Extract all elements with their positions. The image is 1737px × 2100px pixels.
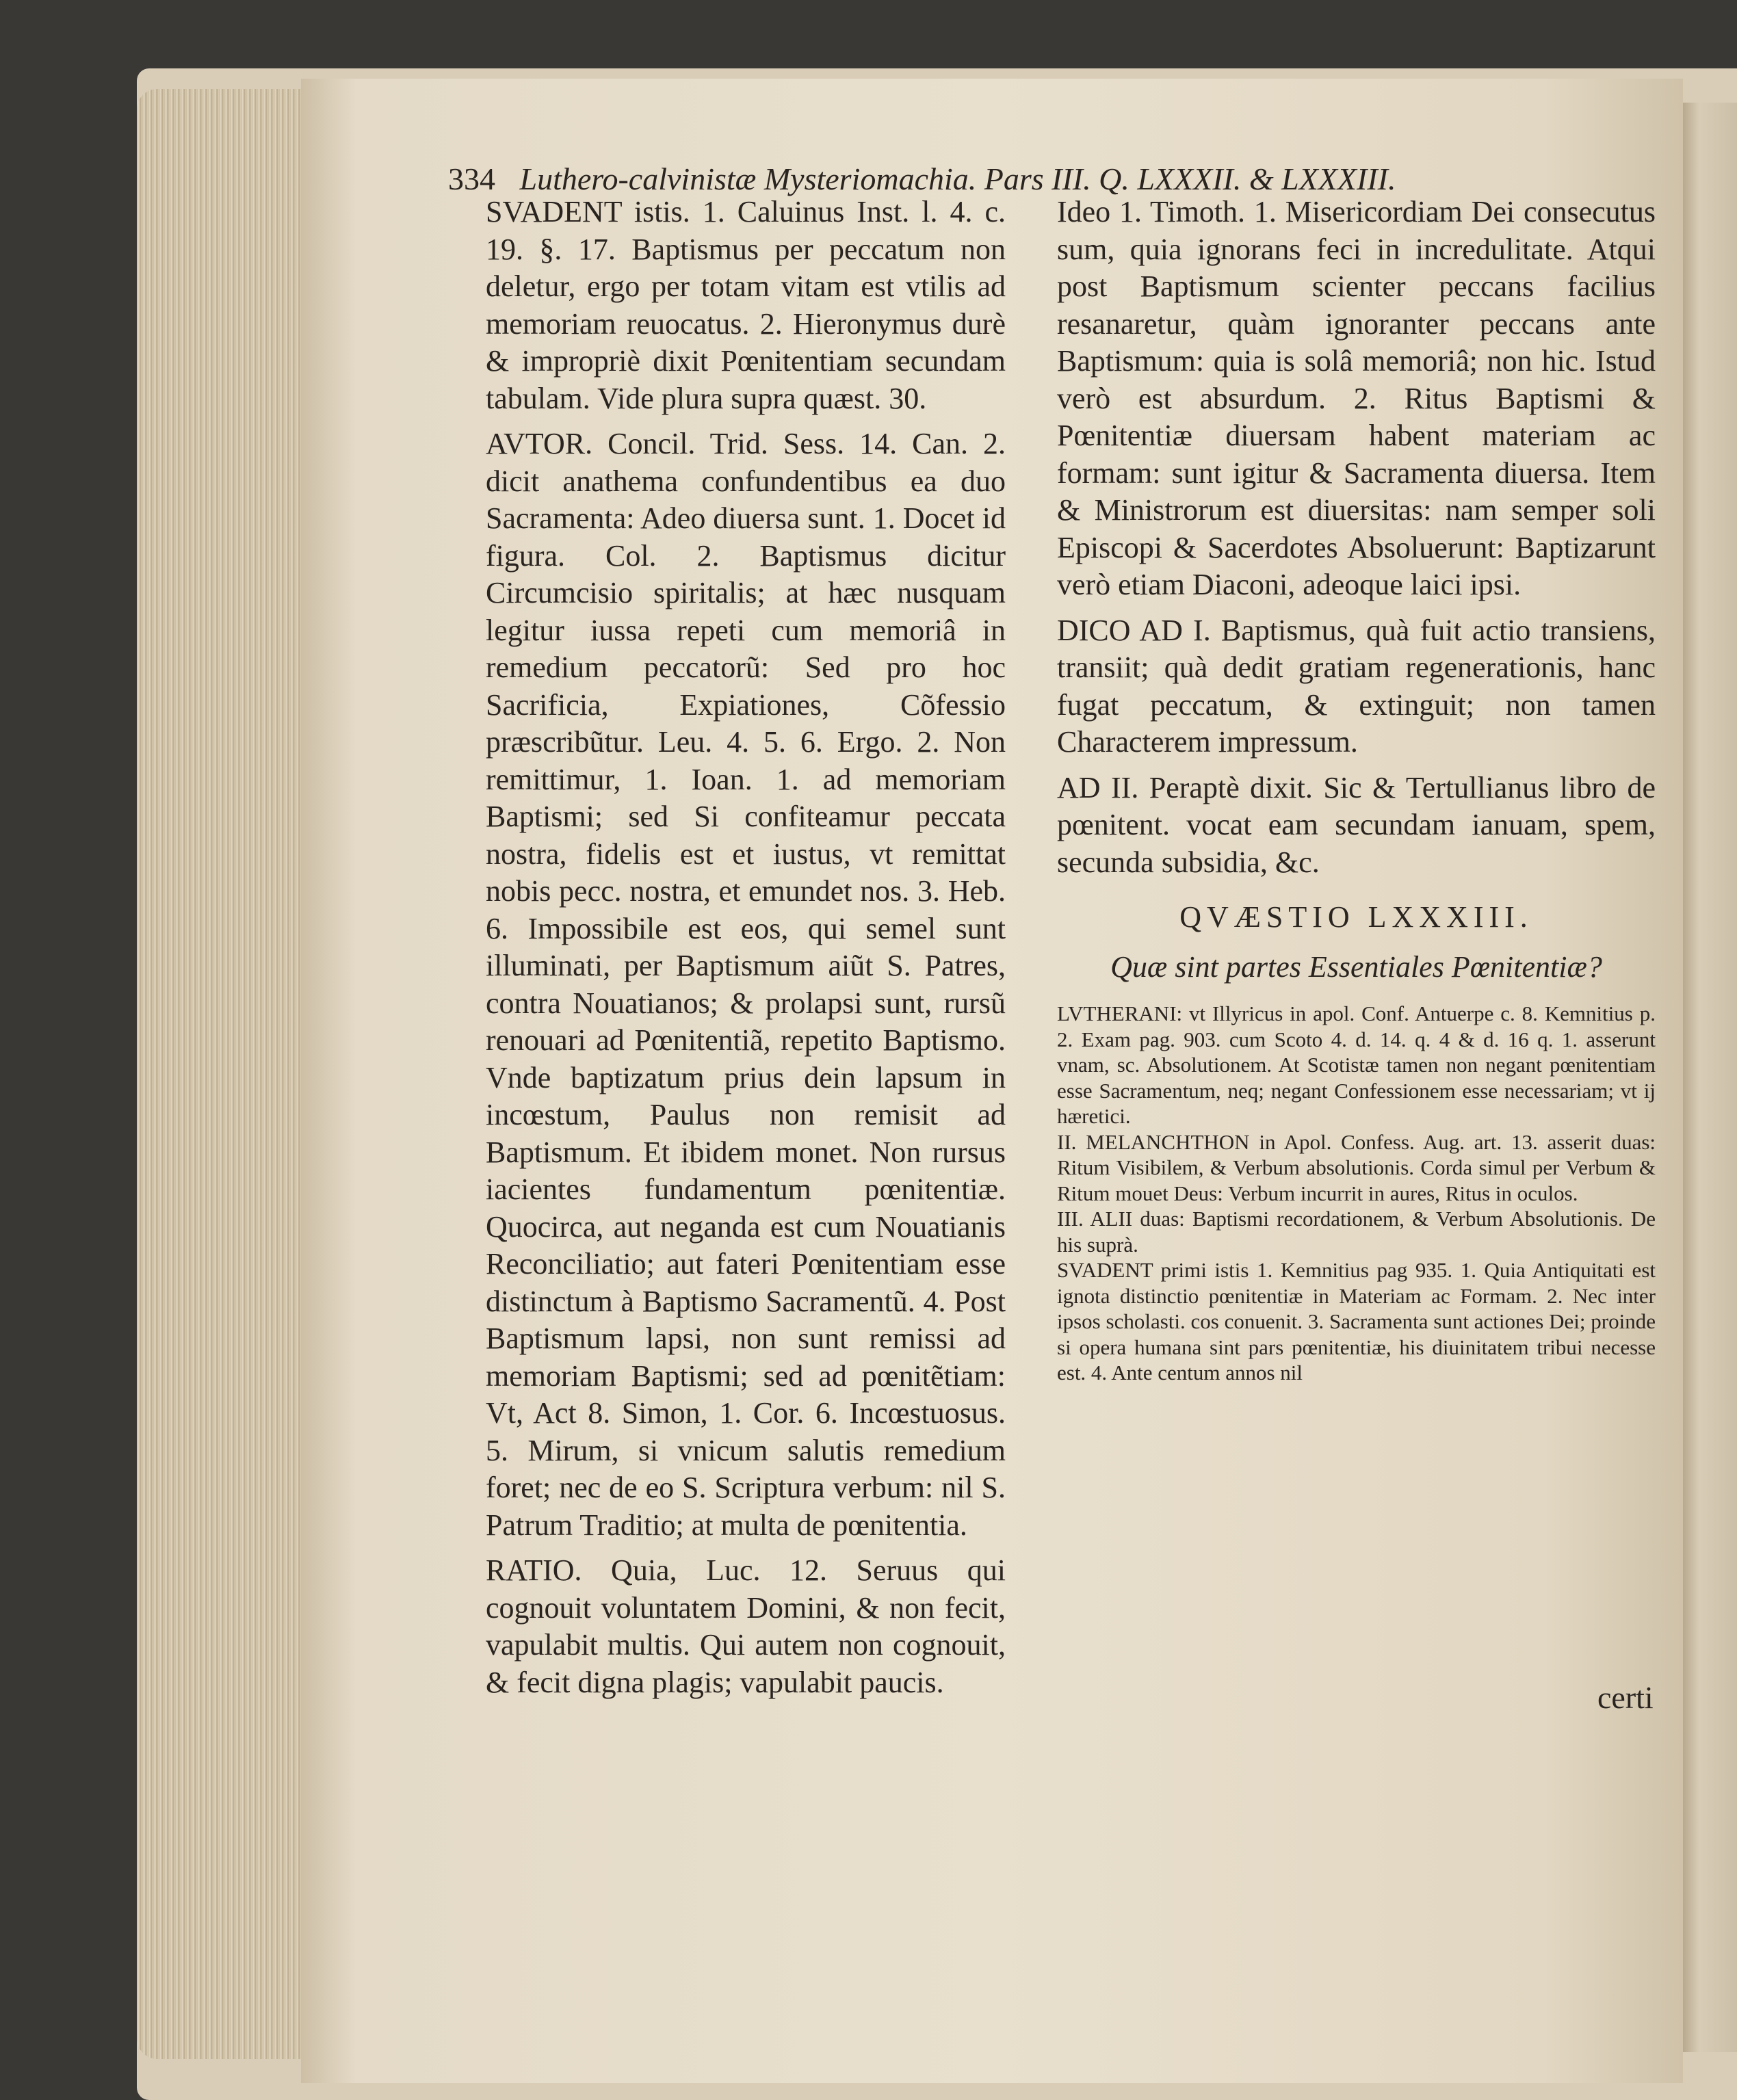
left-column bbox=[486, 194, 1006, 1701]
facing-page-edge bbox=[1683, 103, 1737, 2052]
page-number: 334 bbox=[448, 161, 495, 196]
question-subtitle: Quæ sint partes Essentiales Pœnitentiæ? bbox=[1110, 949, 1602, 984]
question-title: QVÆSTIO LXXXIII. bbox=[1179, 900, 1533, 934]
paragraph-alii: III. ALII duas: Baptismi recordationem, & Verbum Absolutionis. De his suprà. bbox=[1057, 1207, 1656, 1257]
paragraph-lutherani: LVTHERANI: vt Illyricus in apol. Conf. Antuerpe c. 8. Kemnitius p. 2. Exam pag. 903. cum Scoto 4. d. 14. q. 4 & d. 16 q. 1. asserunt vnam, sc. Absolutionem. At Scotistæ tamen non negant pœnitentiam esse Sacramentum, neq; negant Confessionem esse necessariam; vt ij hæretici. bbox=[1057, 1001, 1656, 1128]
running-title: Luthero-calvinistæ Mysteriomachia. Pars III. Q. LXXXII. & LXXXIII. bbox=[519, 161, 1396, 196]
paragraph-ratio: RATIO. Quia, Luc. 12. Seruus qui cognouit voluntatem Domini, & non fecit, vapulabit multis. Qui autem non cognouit, & fecit digna plagis; vapulabit paucis. bbox=[486, 1553, 1006, 1699]
book-page bbox=[301, 79, 1683, 2083]
running-header bbox=[448, 161, 1396, 197]
page-edges bbox=[137, 89, 308, 2059]
paragraph-svadent-primi: SVADENT primi istis 1. Kemnitius pag 935. 1. Quia Antiquitati est ignota distinctio pœnitentiæ in Materiam ac Formam. 2. Nec inter ipsos scholasti. cos conuenit. 3. Sacramenta sunt actiones Dei; proinde si opera humana sint pars pœnitentiæ, his diuinitatem tribui necesse est. 4. Ante centum annos nil bbox=[1057, 1258, 1656, 1384]
paragraph-melanchthon: II. MELANCHTHON in Apol. Confess. Aug. art. 13. asserit duas: Ritum Visibilem, & Verbum absolutionis. Corda simul per Verbum & Ritum mouet Deus: Verbum incurrit in aures, Ritus in oculos. bbox=[1057, 1129, 1656, 1205]
paragraph-svadent: SVADENT istis. 1. Caluinus Inst. l. 4. c. 19. §. 17. Baptismus per peccatum non deletur, ergo per totam vitam est vtilis ad memoriam reuocatus. 2. Hieronymus durè & impropriè dixit Pœnitentiam secundam tabulam. Vide plura supra quæst. 30. bbox=[486, 195, 1006, 415]
paragraph-autor: AVTOR. Concil. Trid. Sess. 14. Can. 2. dicit anathema confundentibus ea duo Sacramenta: Adeo diuersa sunt. 1. Docet id figura. Col. 2. Baptismus dicitur Circumcisio spiritalis; at hæc nusquam legitur iussa repeti cum memoriâ in remedium peccatorũ: Sed pro hoc Sacrificia, Expiationes, Cõfessio præscribũtur. Leu. 4. 5. 6. Ergo. 2. Non remittimur, 1. Ioan. 1. ad memoriam Baptismi; sed Si confiteamur peccata nostra, fidelis est et iustus, vt remittat nobis pecc. nostra, et emundet nos. 3. Heb. 6. Impossibile est eos, qui semel sunt illuminati, per Baptismum aiũt S. Patres, contra Nouatianos; & prolapsi sunt, rursũ renouari ad Pœnitentiã, repetito Baptismo. Vnde baptizatum prius dein lapsum in incœstum, Paulus non remisit ad Baptismum. Et ibidem monet. Non rursus iacientes fundamentum pœnitentiæ. Quocirca, aut neganda est cum Nouatianis Reconciliatio; aut fateri Pœnitentiam esse distinctum à Baptismo Sacramentũ. 4. Post Baptismum lapsi, non sunt remissi ad memoriam Baptismi; sed ad pœnitẽtiam: Vt, Act 8. Simon, 1. Cor. 6. Incœstuosus. 5. Mirum, si vnicum salutis remedium foret; nec de eo S. Scriptura verbum: nil S. Patrum Traditio; at multa de pœnitentia. bbox=[486, 427, 1006, 1542]
right-column bbox=[1057, 194, 1656, 1386]
paragraph-dico-ad-i: DICO AD I. Baptismus, quà fuit actio transiens, transiit; quà dedit gratiam regenerationis, hanc fugat peccatum, & extinguit; non tamen Characterem impressum. bbox=[1057, 613, 1656, 759]
paragraph-ideo: Ideo 1. Timoth. 1. Misericordiam Dei consecutus sum, quia ignorans feci in incredulitate. Atqui post Baptismum scienter peccans facilius resanaretur, quàm ignoranter peccans ante Baptismum: quia is solâ memoriâ; non hic. Istud verò est absurdum. 2. Ritus Baptismi & Pœnitentiæ diuersam habent materiam ac formam: sunt igitur & Sacramenta diuersa. Item & Ministrorum est diuersitas: nam semper soli Episcopi & Sacerdotes Absoluerunt: Baptizarunt verò etiam Diaconi, adeoque laici ipsi. bbox=[1057, 195, 1656, 601]
paragraph-ad-ii: AD II. Peraptè dixit. Sic & Tertullianus libro de pœnitent. vocat eam secundam ianuam, spem, secunda subsidia, &c. bbox=[1057, 770, 1656, 879]
catchword: certi bbox=[1597, 1680, 1654, 1715]
